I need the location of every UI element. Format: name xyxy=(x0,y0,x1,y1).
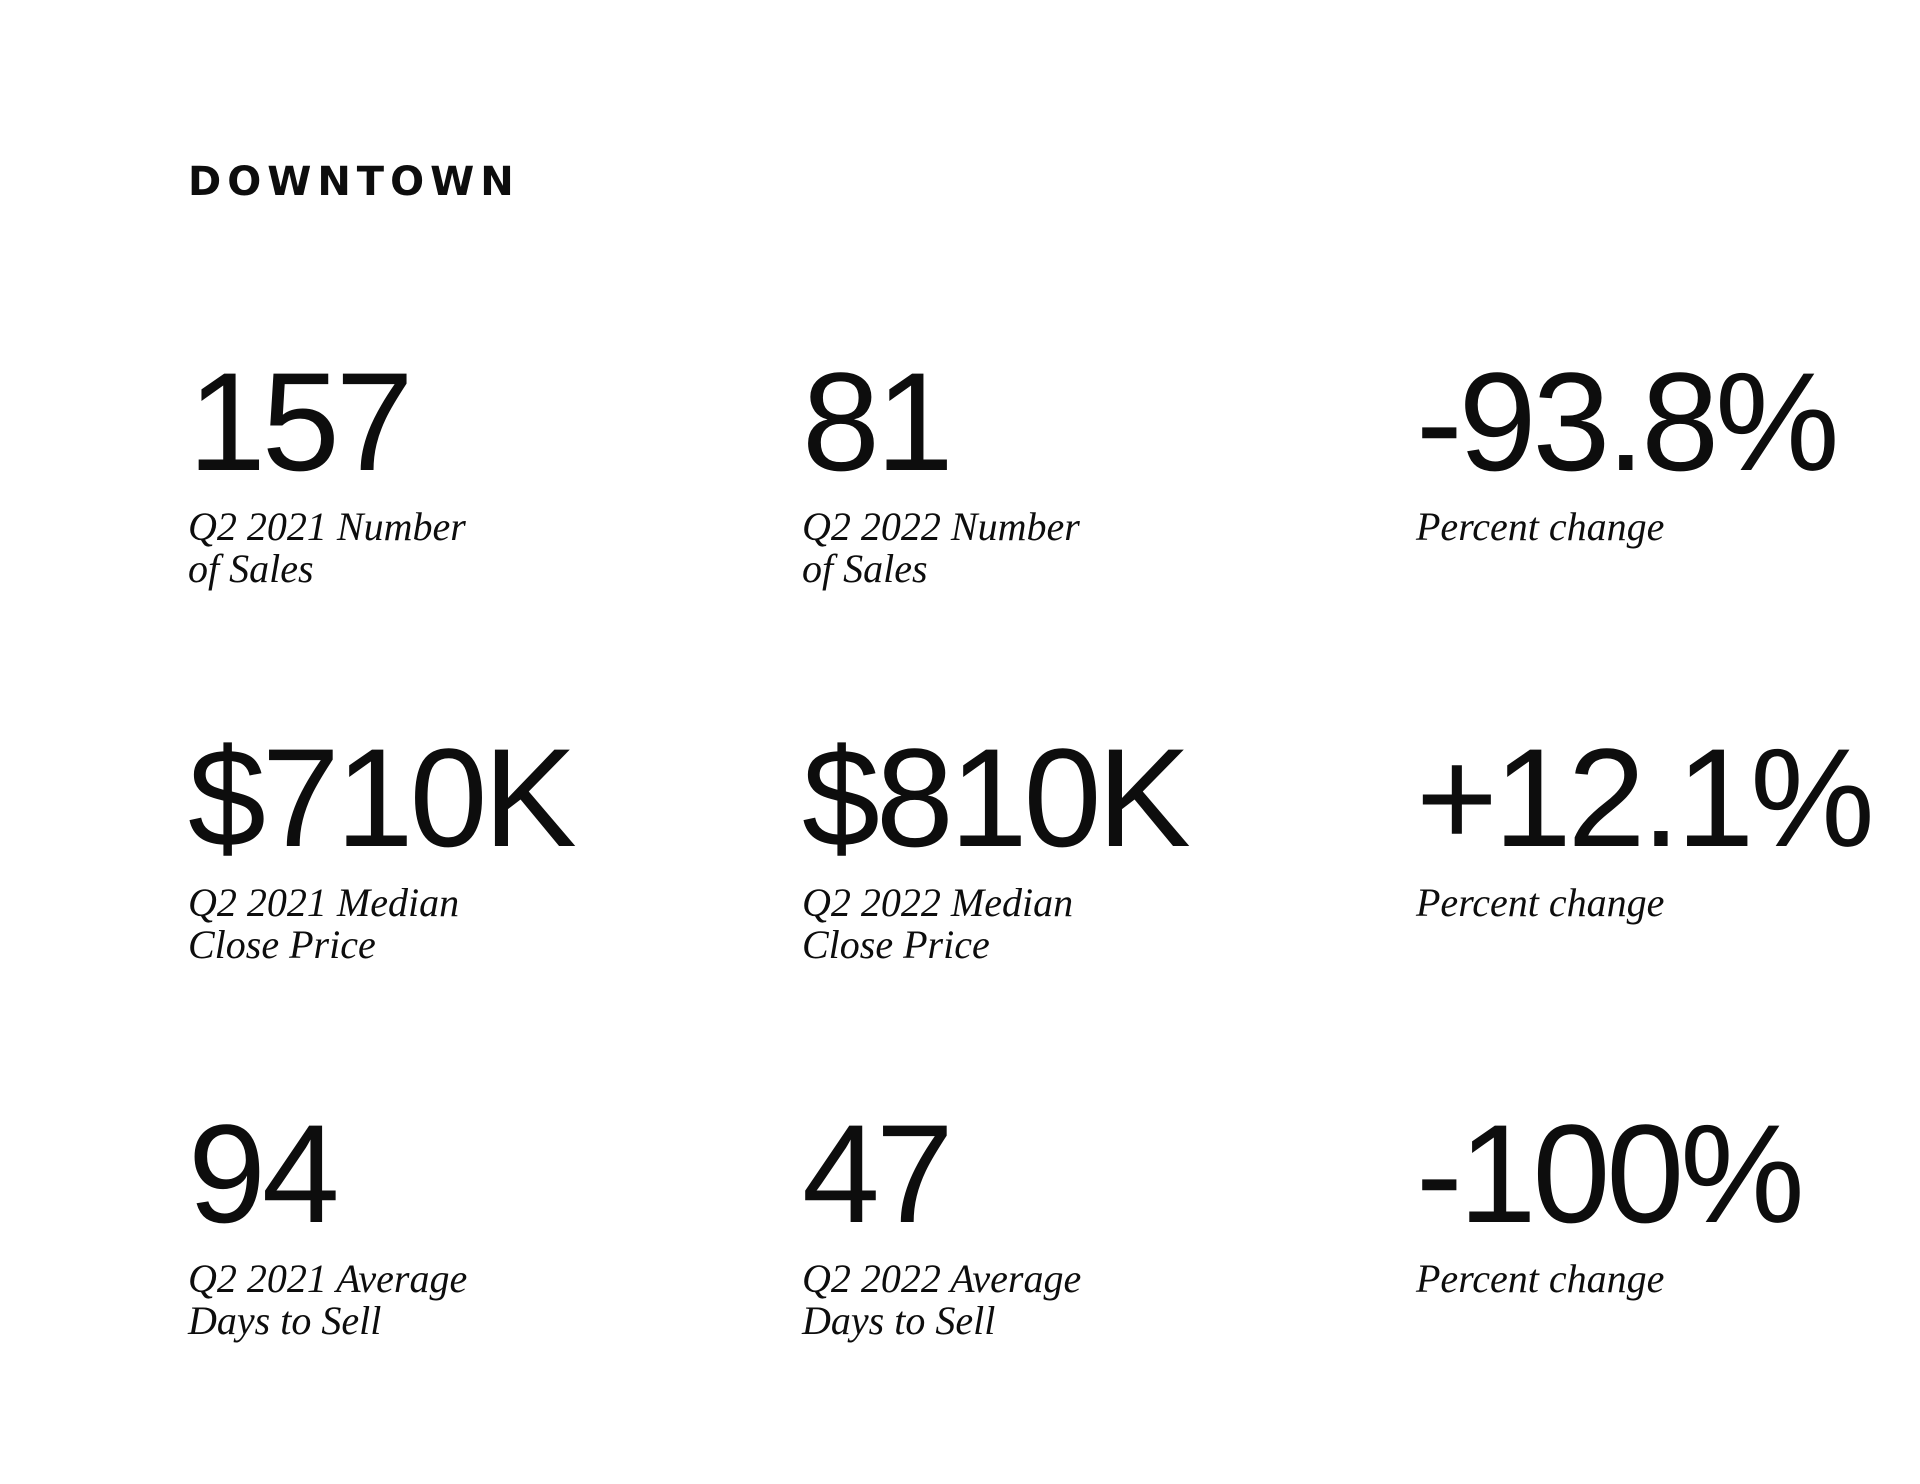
stat-2022-median-close-price xyxy=(802,719,1416,1102)
stat-2022-average-days-to-sell xyxy=(802,1095,1416,1478)
stat-value: 47 xyxy=(802,1095,950,1252)
stat-days-percent-change xyxy=(1416,1095,1888,1478)
stat-price-percent-change xyxy=(1416,719,1888,1102)
stat-value: -93.8% xyxy=(1416,343,1836,500)
stat-sales-percent-change xyxy=(1416,343,1888,726)
stat-label: Q2 2021 Average Days to Sell xyxy=(188,1256,468,1343)
stat-2021-median-close-price xyxy=(188,719,802,1102)
stat-value: 81 xyxy=(802,343,950,500)
stats-grid xyxy=(188,343,1888,1478)
stat-value: 157 xyxy=(188,343,410,500)
stat-2021-average-days-to-sell xyxy=(188,1095,802,1478)
stat-value: $810K xyxy=(802,719,1187,876)
stat-label: Q2 2021 Median Close Price xyxy=(188,880,460,967)
stat-label: Q2 2022 Median Close Price xyxy=(802,880,1074,967)
stat-label: Percent change xyxy=(1416,504,1665,549)
region-title: DOWNTOWN xyxy=(188,159,520,205)
stat-label: Q2 2022 Average Days to Sell xyxy=(802,1256,1082,1343)
stat-2022-number-of-sales xyxy=(802,343,1416,726)
stat-value: +12.1% xyxy=(1416,719,1871,876)
stat-value: -100% xyxy=(1416,1095,1801,1252)
stat-value: $710K xyxy=(188,719,573,876)
stat-label: Percent change xyxy=(1416,880,1665,925)
stat-2021-number-of-sales xyxy=(188,343,802,726)
stat-label: Q2 2022 Number of Sales xyxy=(802,504,1080,591)
stat-label: Percent change xyxy=(1416,1256,1665,1301)
stat-value: 94 xyxy=(188,1095,336,1252)
stat-label: Q2 2021 Number of Sales xyxy=(188,504,466,591)
